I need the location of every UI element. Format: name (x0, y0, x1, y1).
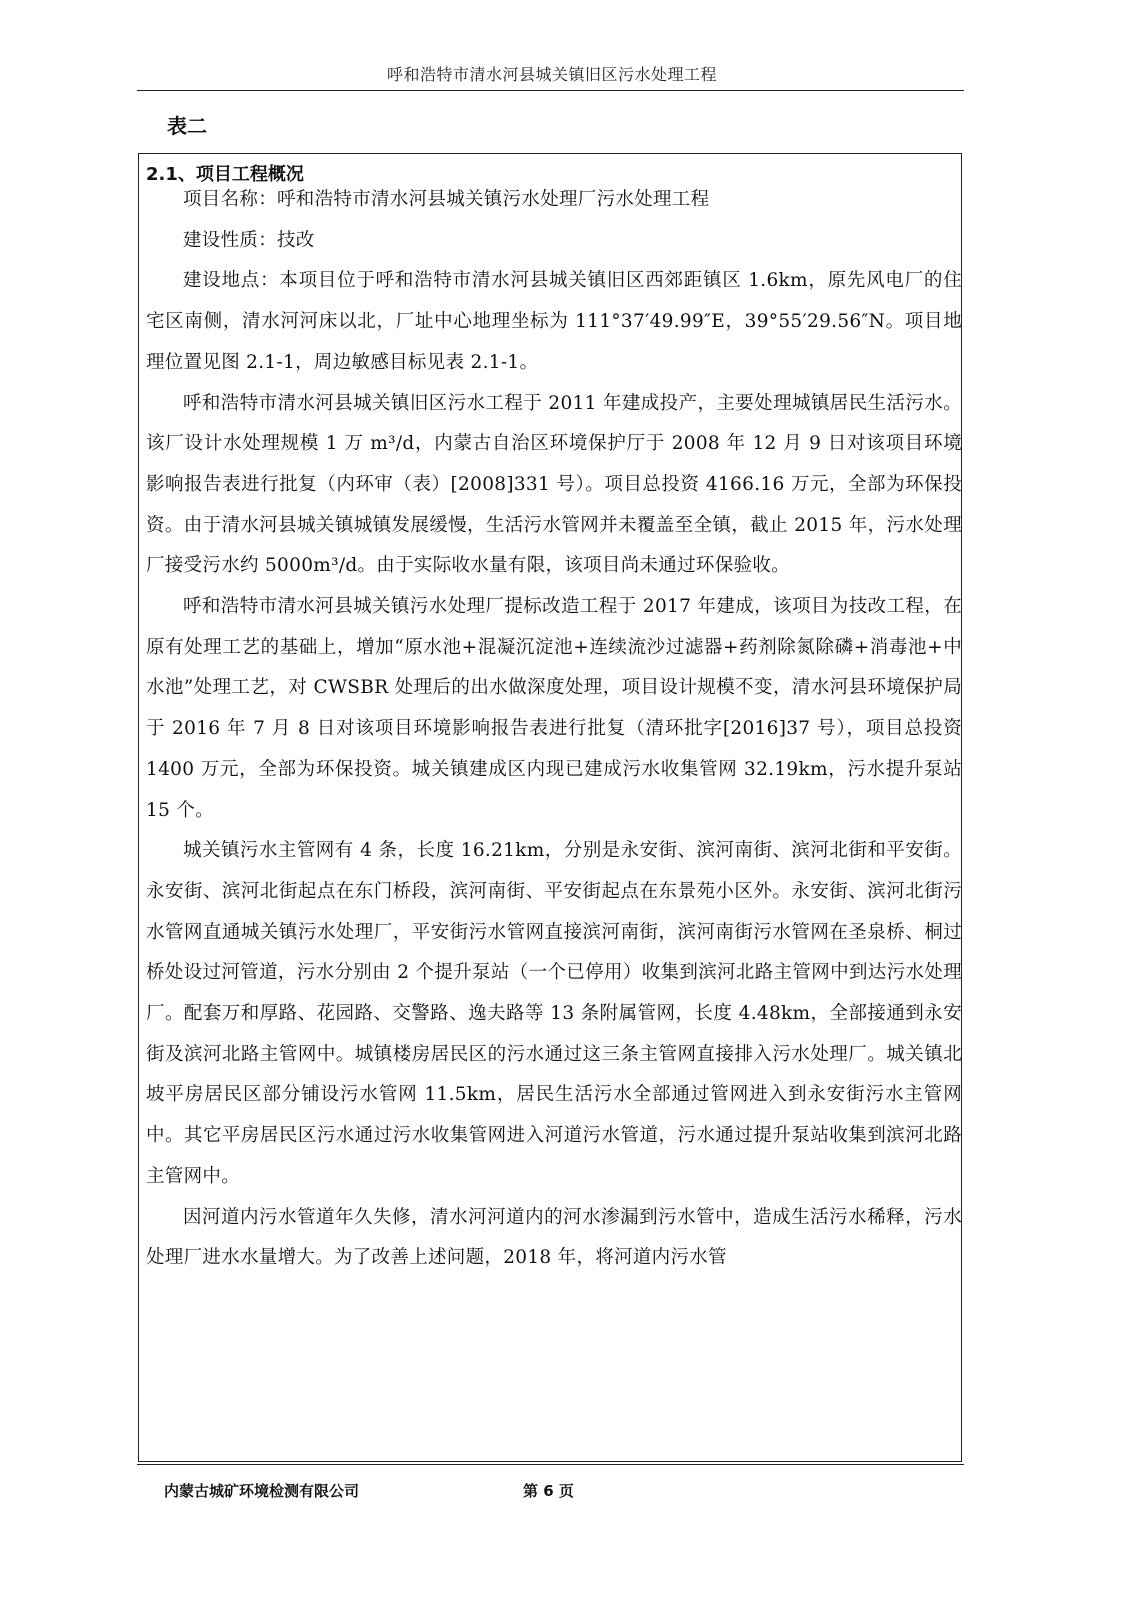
section-heading: 2.1、项目工程概况 (146, 164, 304, 185)
footer-rule (137, 1464, 964, 1465)
paragraph-river-pipe: 因河道内污水管道年久失修，清水河河道内的河水渗漏到污水管中，造成生活污水稀释，污水处理厂进水水量增大。为了改善上述问题，2018 年，将河道内污水管 (146, 1206, 962, 1269)
paragraph-pipe-network: 城关镇污水主管网有 4 条，长度 16.21km，分别是永安街、滨河南街、滨河北街和平安街。永安街、滨河北街起点在东门桥段，滨河南街、平安街起点在东景苑小区外。永安街、滨河北街污水管网直通城关镇污水处理厂，平安街污水管网直接滨河南街，滨河南街污水管网在圣泉桥、桐过桥处设过河管道，污水分别由 2 个提升泵站（一个已停用）收集到滨河北路主管网中到达污水处理厂。配套万和厚路、花园路、交警路、逸夫路等 13 条附属管网，长度 4.48km，全部接通到永安街及滨河北路主管网中。城镇楼房居民区的污水通过这三条主管网直接排入污水处理厂。城关镇北坡平房居民区部分铺设污水管网 11.5km，居民生活污水全部通过管网进入到永安街污水主管网中。其它平房居民区污水通过污水收集管网进入河道污水管道，污水通过提升泵站收集到滨河北路主管网中。 (146, 840, 962, 1187)
paragraph-construction-nature: 建设性质：技改 (183, 229, 315, 251)
paragraph-upgrade-2017: 呼和浩特市清水河县城关镇污水处理厂提标改造工程于 2017 年建成，该项目为技改工程，在原有处理工艺的基础上，增加“原水池+混凝沉淀池+连续流沙过滤器+药剂除氮除磷+消毒池+中水池”处理工艺，对 CWSBR 处理后的出水做深度处理，项目设计规模不变，清水河县环境保护局于 2016 年 7 月 8 日对该项目环境影响报告表进行批复（清环批字[2016]37 号），项目总投资 1400 万元，全部为环保投资。城关镇建成区内现已建成污水收集管网 32.19km，污水提升泵站 15 个。 (146, 596, 962, 821)
footer-company: 内蒙古城矿环境检测有限公司 (164, 1482, 360, 1500)
body-text (146, 180, 962, 1279)
footer-page-number: 第 6 页 (523, 1482, 574, 1500)
table-label: 表二 (167, 114, 207, 138)
header-rule (137, 90, 964, 91)
running-header: 呼和浩特市清水河县城关镇旧区污水处理工程 (386, 65, 717, 84)
paragraph-construction-site: 建设地点：本项目位于呼和浩特市清水河县城关镇旧区西郊距镇区 1.6km，原先风电厂的住宅区南侧，清水河河床以北，厂址中心地理坐标为 111°37′49.99″E，39°55′29.56″N。项目地理位置见图 2.1-1，周边敏感目标见表 2.1-1。 (146, 270, 962, 373)
paragraph-history-2011: 呼和浩特市清水河县城关镇旧区污水工程于 2011 年建成投产，主要处理城镇居民生活污水。该厂设计水处理规模 1 万 m³/d，内蒙古自治区环境保护厅于 2008 年 12 月 9 日对该项目环境影响报告表进行批复（内环审（表）[2008]331 号）。项目总投资 4166.16 万元，全部为环保投资。由于清水河县城关镇城镇发展缓慢，生活污水管网并未覆盖至全镇，截止 2015 年，污水处理厂接受污水约 5000m³/d。由于实际收水量有限，该项目尚未通过环保验收。 (146, 392, 962, 577)
paragraph-project-name: 项目名称：呼和浩特市清水河县城关镇污水处理厂污水处理工程 (183, 189, 710, 210)
